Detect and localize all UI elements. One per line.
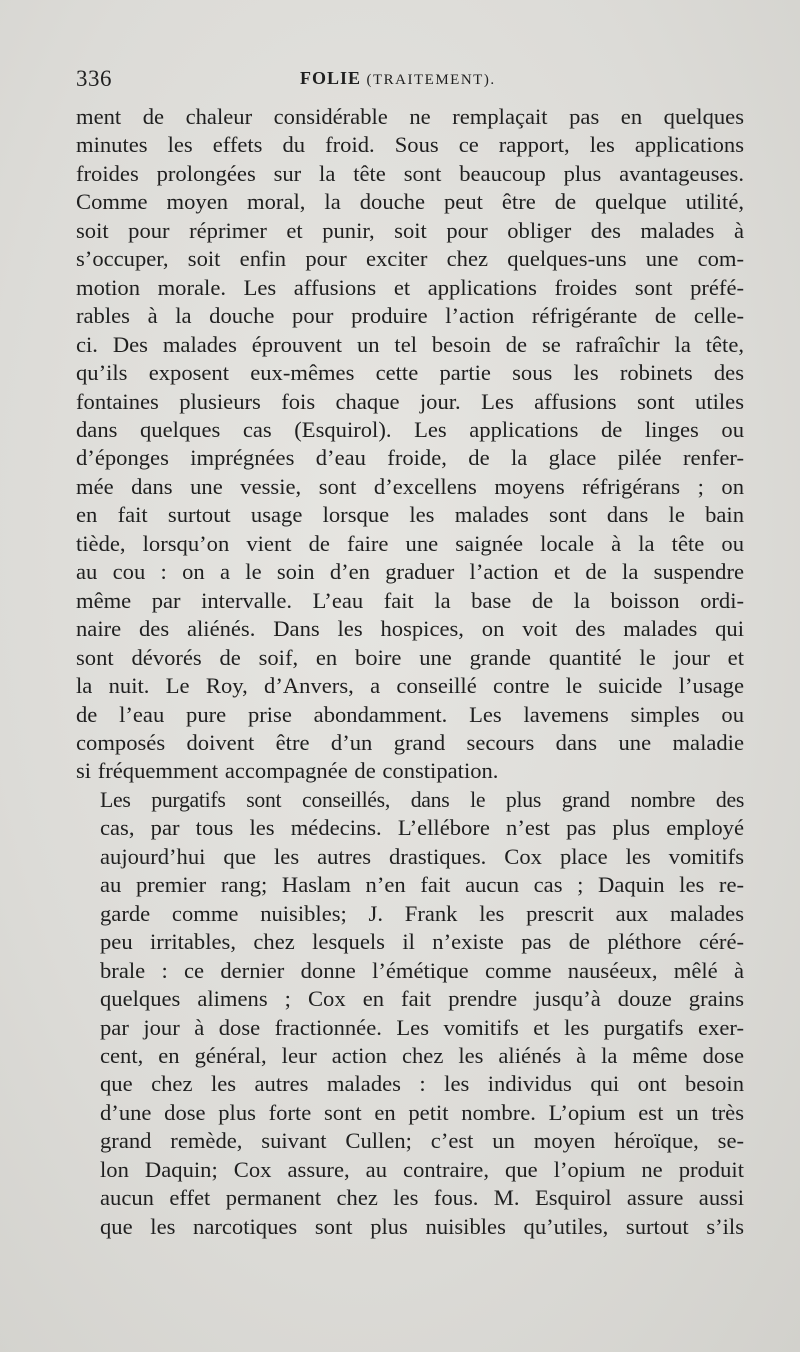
text-line: dans quelques cas (Esquirol). Les applications de linges ou [76, 416, 744, 442]
text-line: tiède, lorsqu’on vient de faire une saignée locale à la tête ou [76, 530, 744, 556]
text-line: qu’ils exposent eux-mêmes cette partie sous les robinets des [76, 360, 744, 386]
paragraph [76, 786, 744, 1241]
paragraph [76, 103, 744, 786]
page-number: 336 [76, 66, 112, 91]
text-line: que chez les autres malades : les individus qui ont besoin [100, 1071, 744, 1097]
text-line: minutes les effets du froid. Sous ce rapport, les applications [76, 132, 744, 158]
text-line: grand remède, suivant Cullen; c’est un moyen héroïque, se- [100, 1128, 744, 1154]
text-line: motion morale. Les affusions et applications froides sont préfé- [76, 274, 744, 300]
text-line: naire des aliénés. Dans les hospices, on voit des malades qui [76, 616, 744, 642]
running-head-subtitle: (TRAITEMENT). [366, 72, 496, 88]
text-line: ci. Des malades éprouvent un tel besoin de se rafraîchir la tête, [76, 331, 744, 357]
text-line: d’éponges imprégnées d’eau froide, de la glace pilée renfer- [76, 445, 744, 471]
text-line: la nuit. Le Roy, d’Anvers, a conseillé contre le suicide l’usage [76, 673, 744, 699]
running-head-title: FOLIE [300, 68, 362, 88]
running-head [300, 68, 496, 89]
text-line: au cou : on a le soin d’en graduer l’action et de la suspendre [76, 559, 744, 585]
text-line: garde comme nuisibles; J. Frank les prescrit aux malades [100, 900, 744, 926]
text-line: mée dans une vessie, sont d’excellens moyens réfrigérans ; on [76, 473, 744, 499]
text-line: s’occuper, soit enfin pour exciter chez quelques-uns une com- [76, 246, 744, 272]
text-line: froides prolongées sur la tête sont beaucoup plus avantageuses. [76, 160, 744, 186]
text-line: Comme moyen moral, la douche peut être de quelque utilité, [76, 189, 744, 215]
text-line: en fait surtout usage lorsque les malades sont dans le bain [76, 502, 744, 528]
text-line: aucun effet permanent chez les fous. M. Esquirol assure aussi [100, 1185, 744, 1211]
text-line: sont dévorés de soif, en boire une grande quantité le jour et [76, 644, 744, 670]
text-line: fontaines plusieurs fois chaque jour. Les affusions sont utiles [76, 388, 744, 414]
text-line: de l’eau pure prise abondamment. Les lavemens simples ou [76, 701, 744, 727]
text-line: au premier rang; Haslam n’en fait aucun cas ; Daquin les re- [100, 872, 744, 898]
text-line: ment de chaleur considérable ne remplaçait pas en quelques [76, 104, 744, 129]
text-line: Les purgatifs sont conseillés, dans le plus grand nombre des [100, 787, 744, 812]
text-line: cent, en général, leur action chez les aliénés à la même dose [100, 1042, 744, 1068]
text-line: par jour à dose fractionnée. Les vomitifs et les purgatifs exer- [100, 1014, 744, 1040]
text-line: cas, par tous les médecins. L’ellébore n’est pas plus employé [100, 815, 744, 841]
text-line: d’une dose plus forte sont en petit nombre. L’opium est un très [100, 1099, 744, 1125]
text-line: si fréquemment accompagnée de constipation. [76, 758, 499, 784]
page-header [76, 64, 746, 98]
text-line: rables à la douche pour produire l’action réfrigérante de celle- [76, 303, 744, 329]
body-text [76, 103, 744, 1241]
text-line: lon Daquin; Cox assure, au contraire, que l’opium ne produit [100, 1156, 744, 1182]
text-line: quelques alimens ; Cox en fait prendre jusqu’à douze grains [100, 986, 744, 1012]
text-line: composés doivent être d’un grand secours dans une maladie [76, 729, 744, 755]
text-line: aujourd’hui que les autres drastiques. Cox place les vomitifs [100, 843, 744, 869]
text-line: brale : ce dernier donne l’émétique comme nauséeux, mêlé à [100, 957, 744, 983]
text-line: peu irritables, chez lesquels il n’existe pas de pléthore céré- [100, 929, 744, 955]
text-line: que les narcotiques sont plus nuisibles qu’utiles, surtout s’ils [100, 1213, 744, 1239]
text-line: même par intervalle. L’eau fait la base de la boisson ordi- [76, 587, 744, 613]
text-line: soit pour réprimer et punir, soit pour obliger des malades à [76, 217, 744, 243]
